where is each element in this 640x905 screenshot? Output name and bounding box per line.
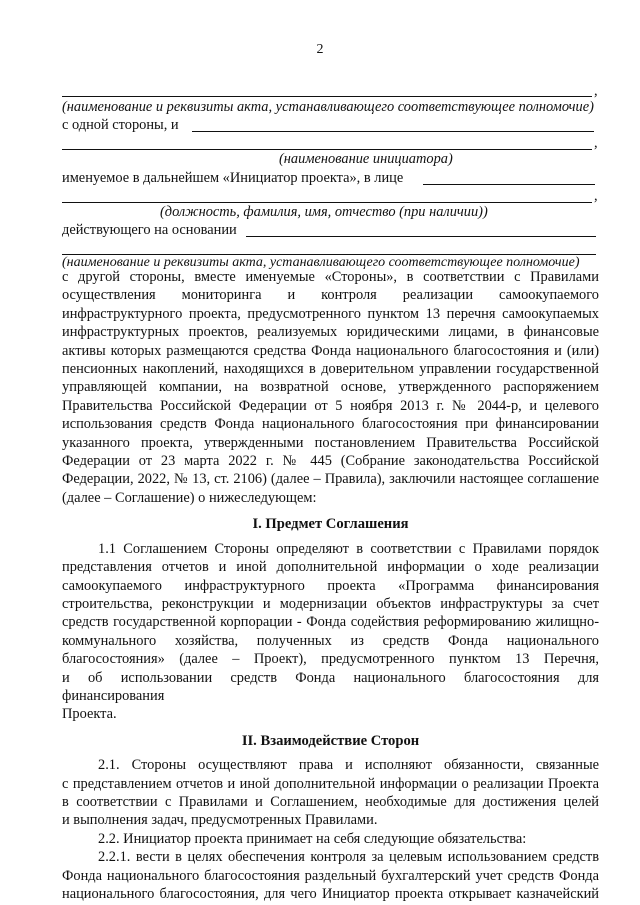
- paragraph-line: средств государственной корпорации - Фонда содействия реформированию жилищно-: [62, 614, 599, 631]
- paragraph-line: и выполнения задач, предусмотренных Правилами.: [62, 812, 378, 829]
- preamble-line: осуществления мониторинга и контроля реализации самоокупаемого: [62, 287, 599, 304]
- paragraph-line: Фонда национального благосостояния раздельный бухгалтерский учет средств Фонда: [62, 867, 599, 884]
- preamble-line: пенсионных накоплений, находящихся в доверительном управлении государственной: [62, 361, 599, 378]
- preamble-line: указанного проекта, утвержденными постановлением Правительства Российской: [62, 434, 599, 451]
- paragraph-line: самоокупаемого инфраструктурного проекта «Программа финансирования: [62, 577, 599, 594]
- document-body: [62, 268, 599, 903]
- paragraph-line: 2.2. Инициатор проекта принимает на себя следующие обязательства:: [98, 830, 527, 847]
- paragraph-line: в соответствии с Правилами и Соглашением, необходимые для достижения целей: [62, 793, 599, 810]
- section-1-body: [62, 540, 599, 724]
- paragraph-line: национального благосостояния, для чего Инициатор проекта открывает казначейский: [62, 886, 599, 902]
- caption-initiator: (наименование инициатора): [279, 151, 453, 167]
- comma: ,: [594, 83, 598, 99]
- paragraph-line: и об использовании средств Фонда национального благосостояния для финансирования: [62, 669, 599, 704]
- preamble-line: активы которых размещаются средства Фонда национального благосостояния и (или): [62, 342, 599, 359]
- preamble-line: управляющей компании, на возвратной основе, утвержденного распоряжением: [62, 379, 599, 396]
- preamble-line: инфраструктурного проекта, предусмотренного пунктом 13 перечня самоокупаемых: [62, 305, 599, 322]
- blank-line-named: [423, 184, 595, 185]
- paragraph-line: благосостояния» (далее – Проект), предусмотренного пунктом 13 Перечня,: [62, 651, 599, 668]
- preamble-line: инфраструктурных проектов, реализуемых юридическими лицами, в финансовые: [62, 324, 599, 341]
- blank-line-acting: [246, 236, 596, 237]
- acting-basis-label: действующего на основании: [62, 222, 237, 238]
- section-2-body: [62, 756, 599, 903]
- blank-line-one-side: [192, 131, 594, 132]
- paragraph-line: коммунального хозяйства, полученных из средств Фонда национального: [62, 632, 599, 649]
- comma: ,: [594, 188, 598, 204]
- preamble-line: Федерации от 23 марта 2022 г. № 445 (Собрание законодательства Российской: [62, 453, 599, 470]
- preamble-line: использования средств Фонда национального благосостояния при финансировании: [62, 416, 599, 433]
- paragraph-line: 1.1 Соглашением Стороны определяют в соответствии с Правилами порядок: [98, 540, 599, 557]
- paragraph-line: представления отчетов и иной дополнительной информации о ходе реализации: [62, 559, 599, 576]
- paragraph-line: Проекта.: [62, 706, 117, 723]
- named-initiator-label: именуемое в дальнейшем «Инициатор проекта», в лице: [62, 170, 404, 186]
- paragraph-line: с представлением отчетов и иной дополнительной информации о реализации Проекта: [62, 775, 599, 792]
- caption-act-2: (наименование и реквизиты акта, устанавливающего соответствующее полномочие): [62, 255, 580, 270]
- page-number: 2: [316, 42, 324, 57]
- section-2-title: II. Взаимодействие Сторон: [241, 732, 420, 749]
- paragraph-line: 2.2.1. вести в целях обеспечения контроля за целевым использованием средств: [98, 849, 599, 866]
- paragraph-line: строительства, реконструкции и модернизации объектов инфраструктуры за счет: [62, 595, 599, 612]
- caption-person: (должность, фамилия, имя, отчество (при наличии)): [160, 204, 488, 220]
- section-1-title: I. Предмет Соглашения: [252, 516, 409, 533]
- preamble-line: Правительства Российской Федерации от 5 ноября 2013 г. № 2044-р, и целевого: [62, 397, 599, 414]
- preamble: [62, 268, 599, 507]
- preamble-line: с другой стороны, вместе именуемые «Стороны», в соответствии с Правилами: [62, 269, 599, 285]
- preamble-line: Федерации, 2022, № 13, ст. 2106) (далее – Правила), заключили настоящее соглашение: [62, 471, 599, 488]
- caption-act-1: (наименование и реквизиты акта, устанавливающего соответствующее полномочие): [62, 99, 594, 115]
- one-side-label: с одной стороны, и: [62, 117, 179, 133]
- paragraph-line: 2.1. Стороны осуществляют права и исполняют обязанности, связанные: [98, 757, 599, 774]
- comma: ,: [594, 135, 598, 151]
- preamble-line: (далее – Соглашение) о нижеследующем:: [62, 489, 317, 506]
- blank-line-act-1: [62, 96, 592, 97]
